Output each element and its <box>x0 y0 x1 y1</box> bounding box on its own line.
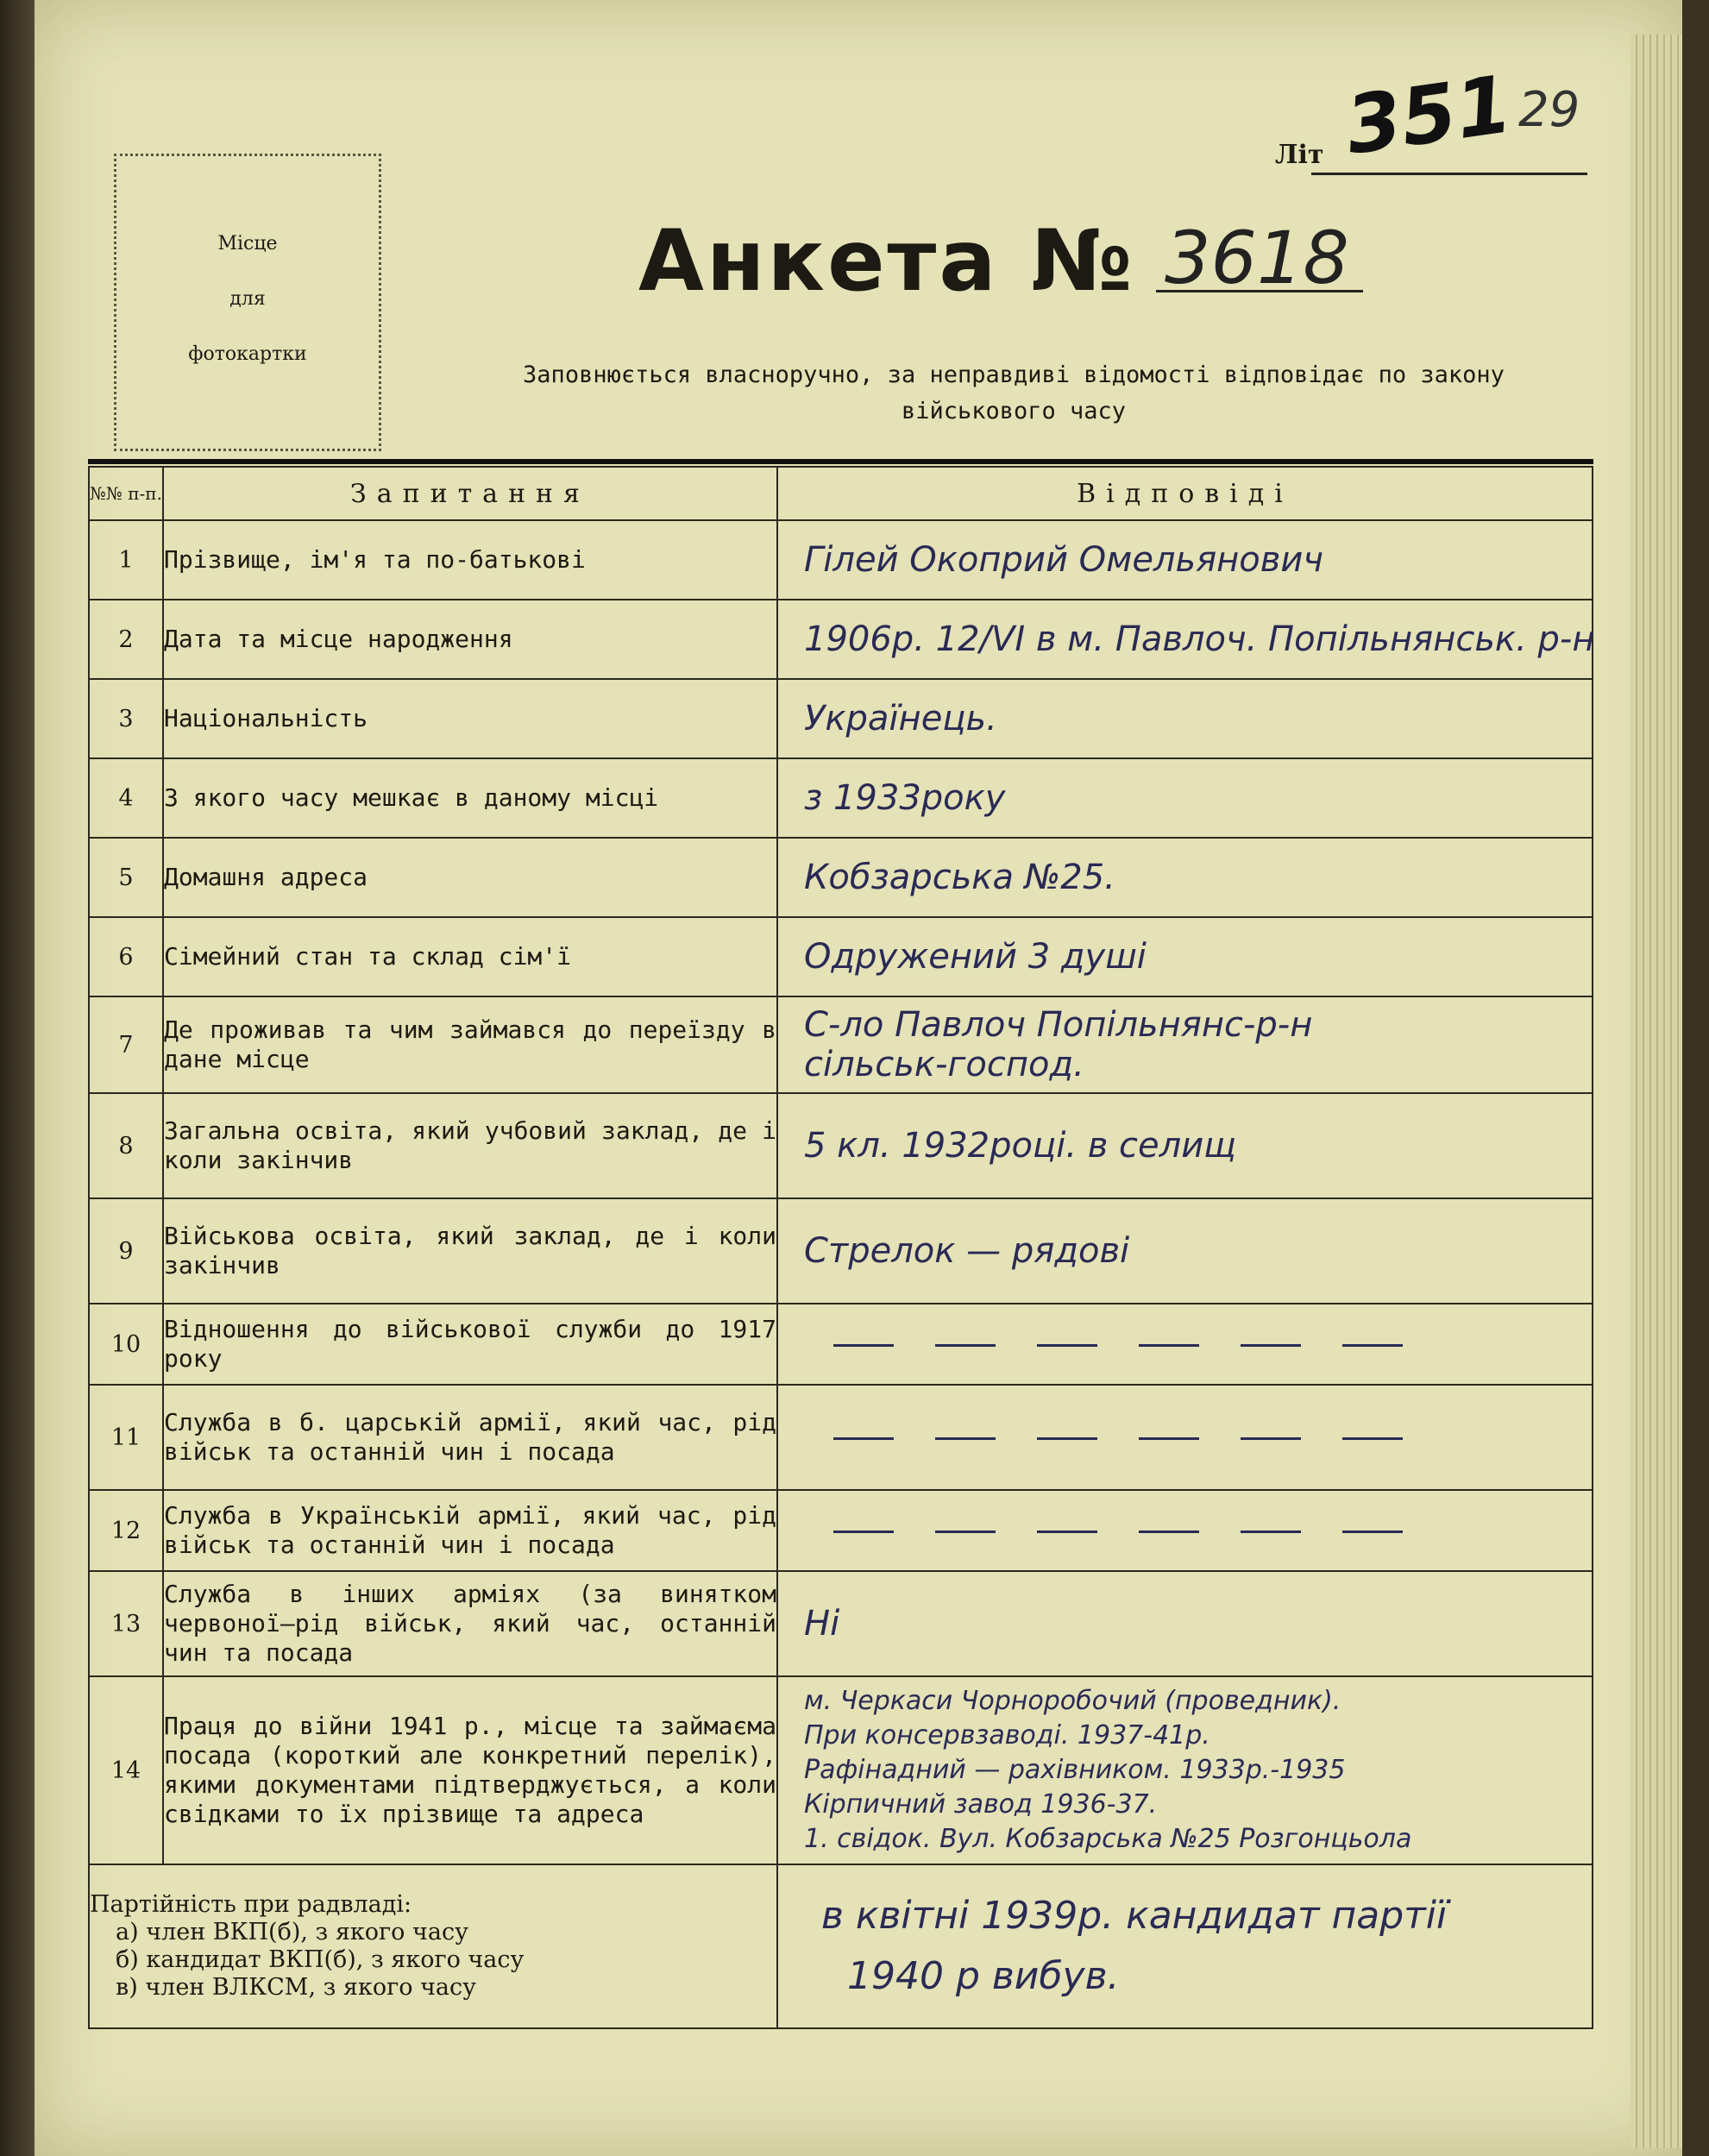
table-row <box>89 600 1593 679</box>
row-answer <box>777 520 1593 600</box>
page-edges <box>1630 35 1682 2148</box>
row-number: 12 <box>89 1490 163 1571</box>
row-number: 14 <box>89 1676 163 1864</box>
questionnaire-table <box>88 466 1593 2029</box>
dash-mark <box>833 1531 894 1533</box>
row-number: 5 <box>89 838 163 917</box>
blank-dashes <box>778 1430 1592 1446</box>
col-answer-header: Відповіді <box>777 467 1593 520</box>
handwritten-answer: в квітні 1939р. кандидат партії <box>821 1894 1448 1938</box>
col-question-header: Запитання <box>163 467 777 520</box>
row-number: 4 <box>89 758 163 838</box>
handwritten-answer: 1. свідок. Вул. Кобзарська №25 Розгонцьола <box>804 1824 1412 1854</box>
form-number: 3618 <box>1165 216 1349 300</box>
lit-number-alt: 29 <box>1518 82 1580 138</box>
row-answer <box>777 838 1593 917</box>
row-answer <box>777 1093 1593 1198</box>
dash-mark <box>1037 1344 1097 1347</box>
form-subtitle: Заповнюється власноручно, за неправдиві відомості відповідає по закону військового часу <box>523 361 1505 424</box>
row-answer <box>777 1385 1593 1490</box>
handwritten-answer: Українець. <box>804 699 997 739</box>
row-answer <box>777 1490 1593 1571</box>
dash-mark <box>935 1344 996 1347</box>
dash-mark <box>1342 1531 1403 1533</box>
table-row <box>89 1490 1593 1571</box>
row-question: Відношення до військової служби до 1917 року <box>163 1304 777 1385</box>
handwritten-answer: Одружений 3 душі <box>804 937 1147 977</box>
form-title: Анкета № <box>638 212 1135 311</box>
lit-number: 351 <box>1340 58 1517 173</box>
table-row <box>89 1385 1593 1490</box>
handwritten-answer: 1940 р вибув. <box>847 1954 1120 1998</box>
dash-mark <box>1139 1437 1199 1440</box>
row-question: Домашня адреса <box>163 838 777 917</box>
table-row <box>89 679 1593 758</box>
handwritten-answer: Кірпичний завод 1936-37. <box>804 1789 1158 1820</box>
table-row <box>89 1198 1593 1304</box>
row-question: Служба в б. царській армії, який час, рід військ та останній чин і посада <box>163 1385 777 1490</box>
handwritten-answer: 1906р. 12/VI в м. Павлоч. Попільнянськ. р-н <box>804 619 1595 659</box>
dash-mark <box>1241 1344 1301 1347</box>
handwritten-answer: Гілей Окоприй Омельянович <box>804 540 1323 580</box>
handwritten-answer: Кобзарська №25. <box>804 858 1115 897</box>
row-question: Сімейний стан та склад сім'ї <box>163 917 777 996</box>
party-question <box>89 1864 777 2028</box>
table-row <box>89 1571 1593 1676</box>
table-header <box>89 467 1593 520</box>
table-row <box>89 1093 1593 1198</box>
lit-label: Літ <box>1275 140 1324 170</box>
row-answer <box>777 917 1593 996</box>
dash-mark <box>1241 1437 1301 1440</box>
dash-mark <box>1342 1437 1403 1440</box>
row-number: 3 <box>89 679 163 758</box>
dash-mark <box>833 1344 894 1347</box>
table-row <box>89 917 1593 996</box>
row-number: 8 <box>89 1093 163 1198</box>
photo-placeholder <box>114 154 381 451</box>
row-number: 11 <box>89 1385 163 1490</box>
handwritten-answer: При консервзаводі. 1937-41р. <box>804 1720 1210 1751</box>
row-answer <box>777 1571 1593 1676</box>
photo-label-line: фотокартки <box>188 343 307 365</box>
row-question: З якого часу мешкає в даному місці <box>163 758 777 838</box>
dash-mark <box>935 1531 996 1533</box>
blank-dashes <box>778 1336 1592 1353</box>
row-number: 2 <box>89 600 163 679</box>
photo-label-line: для <box>229 288 266 310</box>
row-question: Національність <box>163 679 777 758</box>
table-row <box>89 838 1593 917</box>
party-item-b: б) кандидат ВКП(б), з якого часу <box>116 1946 525 1973</box>
top-rule <box>88 459 1593 464</box>
table-row <box>89 1304 1593 1385</box>
party-item-a: а) член ВКП(б), з якого часу <box>116 1919 468 1945</box>
row-question: Прізвище, ім'я та по-батькові <box>163 520 777 600</box>
handwritten-answer: з 1933року <box>804 778 1006 818</box>
party-heading: Партійність при радвладі: <box>90 1891 412 1918</box>
row-number: 6 <box>89 917 163 996</box>
dash-mark <box>833 1437 894 1440</box>
row-question: Дата та місце народження <box>163 600 777 679</box>
lit-underline <box>1311 173 1587 175</box>
handwritten-answer: Стрелок — рядові <box>804 1231 1130 1271</box>
row-question: Праця до війни 1941 р., місце та займаєма посада (короткий але конкретний перелік), якими документами підтверджується, а коли свідками то їх прізвище та адреса <box>163 1676 777 1864</box>
row-question: Військова освіта, який заклад, де і коли закінчив <box>163 1198 777 1304</box>
col-num-header: №№ п-п. <box>89 467 163 520</box>
dash-mark <box>1241 1531 1301 1533</box>
row-answer <box>777 1198 1593 1304</box>
row-answer <box>777 679 1593 758</box>
row-answer <box>777 600 1593 679</box>
dash-mark <box>1037 1437 1097 1440</box>
row-question: Служба в Українській армії, який час, рід військ та останній чин і посада <box>163 1490 777 1571</box>
handwritten-answer: Ні <box>804 1604 840 1644</box>
handwritten-answer: м. Черкаси Чорноробочий (проведник). <box>804 1686 1341 1716</box>
row-number: 7 <box>89 996 163 1093</box>
row-number: 10 <box>89 1304 163 1385</box>
row-number: 1 <box>89 520 163 600</box>
handwritten-answer: сільськ-господ. <box>804 1045 1084 1084</box>
table-row <box>89 520 1593 600</box>
table-row <box>89 758 1593 838</box>
table-row <box>89 1676 1593 1864</box>
table-row-party <box>89 1864 1593 2028</box>
table-row <box>89 996 1593 1093</box>
dash-mark <box>1139 1531 1199 1533</box>
dash-mark <box>935 1437 996 1440</box>
row-number: 13 <box>89 1571 163 1676</box>
questionnaire-page <box>35 0 1682 2156</box>
dash-mark <box>1037 1531 1097 1533</box>
dash-mark <box>1139 1344 1199 1347</box>
row-question: Служба в інших арміях (за винятком червоної—рід військ, який час, останній чин та посада <box>163 1571 777 1676</box>
handwritten-answer: Рафінадний — рахівником. 1933р.-1935 <box>804 1755 1346 1785</box>
party-answer <box>777 1864 1593 2028</box>
handwritten-answer: 5 кл. 1932році. в селищ <box>804 1126 1236 1166</box>
row-answer <box>777 758 1593 838</box>
handwritten-answer: С-ло Павлоч Попільнянс-р-н <box>804 1005 1313 1045</box>
row-answer <box>777 996 1593 1093</box>
row-number: 9 <box>89 1198 163 1304</box>
row-question: Де проживав та чим займався до переїзду в дане місце <box>163 996 777 1093</box>
party-item-c: в) член ВЛКСМ, з якого часу <box>116 1974 477 2001</box>
table-body <box>89 520 1593 1864</box>
row-question: Загальна освіта, який учбовий заклад, де і коли закінчив <box>163 1093 777 1198</box>
row-answer <box>777 1676 1593 1864</box>
dash-mark <box>1342 1344 1403 1347</box>
photo-label-line: Місце <box>217 233 278 255</box>
row-answer <box>777 1304 1593 1385</box>
blank-dashes <box>778 1523 1592 1539</box>
